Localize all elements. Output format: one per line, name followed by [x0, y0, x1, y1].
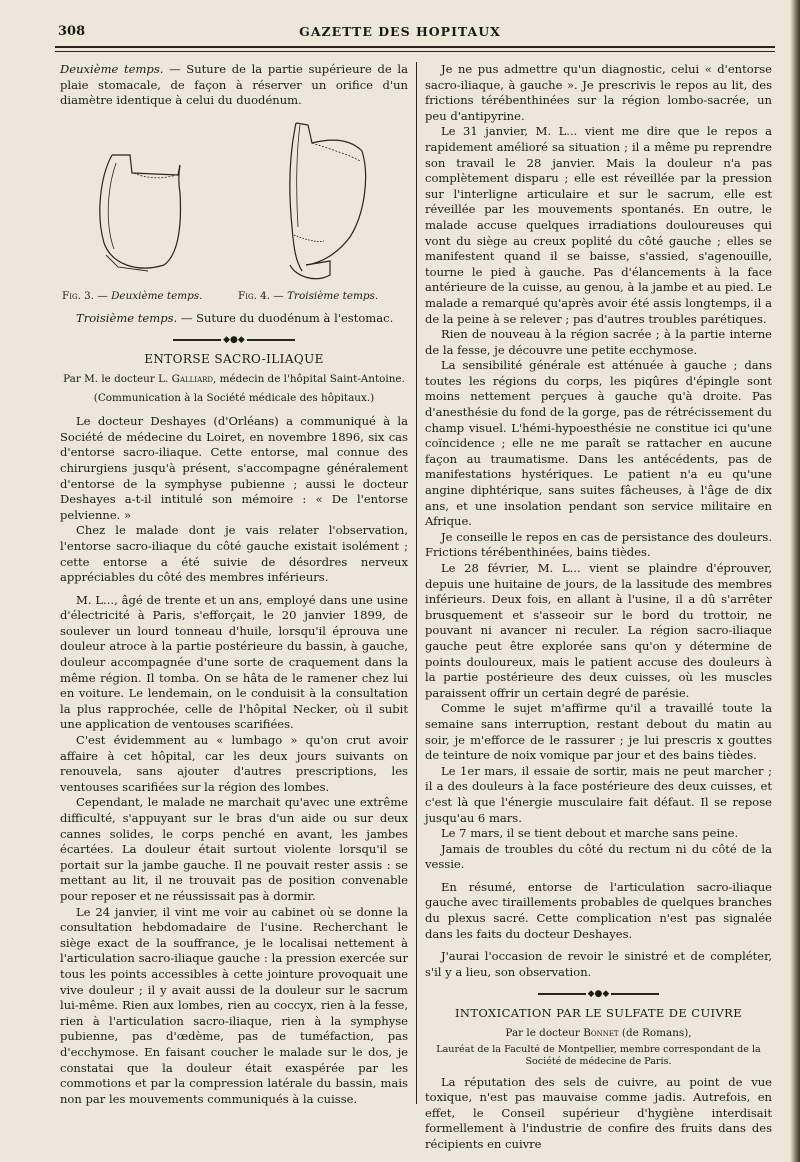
- article1-title: ENTORSE SACRO-ILIAQUE: [144, 352, 324, 367]
- article2-title: INTOXICATION PAR LE SULFATE DE CUIVRE: [454, 1006, 743, 1021]
- fig4-caption: Fig. 4. — Troisième temps.: [238, 289, 379, 302]
- article1-paragraph: M. L..., âgé de trente et un ans, employé dans une usine d'électricité à Paris, s'efforçait, le 20 janvier 1899, de soulever un lourd tonneau d'huile, lorsqu'il éprouva une douleur atroce à la partie postérieure du bassin, à gauche, douleur accompagnée d'une sorte de craquement dans la même région. Il tomba. On se hâta de le ramener chez lui en voiture. Le lendemain, on le conduisit à la consultation la plus rapprochée, celle de l'hôpital Necker, où il subit une application de ventouses scarifiées.: [60, 592, 408, 732]
- article1-closing: J'aurai l'occasion de revoir le sinistré et de compléter, s'il y a lieu, son observation.: [425, 949, 772, 979]
- article1-paragraph: Le 1er mars, il essaie de sortir, mais ne peut marcher ; il a des douleurs à la face postérieure des deux cuisses, et c'est là que l'énergie musculaire fait défaut. Il se repose jusqu'au 6 mars.: [425, 763, 772, 825]
- section-ornament: ◆●◆: [60, 336, 408, 344]
- fig3-drawing: [100, 155, 181, 271]
- article2-author: Bonnet: [583, 1027, 619, 1040]
- article1-paragraph: Chez le malade dont je vais relater l'observation, l'entorse sacro-iliaque du côté gauche existait isolément ; cette entorse a été suivie de désordres nerveux appréciables du côté des membres inférieurs.: [60, 523, 408, 585]
- article1-summary: En résumé, entorse de l'articulation sacro-iliaque gauche avec tiraillements probables de quelques branches du plexus sacré. Cette complication n'est pas signalée dans les faits du docteur Deshayes.: [425, 879, 772, 941]
- left-column: [60, 62, 408, 1107]
- article1-paragraph: C'est évidemment au « lumbago » qu'on crut avoir affaire à cet hôpital, car les deux jours suivants on renouvela, sans ajouter d'autres prescriptions, les ventouses scarifiées sur la région des lombes.: [60, 733, 408, 794]
- column-divider: [416, 62, 417, 1104]
- page-number: 308: [58, 24, 86, 39]
- header-rule-thin: [55, 51, 775, 52]
- step3-text: — Suture du duodénum à l'estomac.: [177, 310, 394, 325]
- article1-paragraph: Je ne pus admettre qu'un diagnostic, celui « d'entorse sacro-iliaque, à gauche ». Je prescrivis le repos au lit, des frictions térébenthinées sur la région lombo-sacrée, un peu d'antipyrine.: [425, 62, 772, 123]
- figures: [60, 115, 408, 307]
- article2-byline: Par le docteur Bonnet (de Romans),: [505, 1027, 692, 1040]
- article2-affiliation: Lauréat de la Faculté de Montpellier, membre correspondant de la Société de médecine de Paris.: [436, 1043, 761, 1068]
- article2-paragraph: La réputation des sels de cuivre, au point de vue toxique, n'est pas mauvaise comme jadis. Autrefois, en effet, le Conseil supérieur d'hygiène interdisait formellement à l'industrie de confire des fruits dans des récipients en cuivre: [425, 1074, 772, 1151]
- article1-byline: Par M. le docteur L. Galliard, médecin de l'hôpital Saint-Antoine.: [63, 372, 405, 385]
- fig4-drawing: [290, 123, 366, 279]
- article1-paragraph: Cependant, le malade ne marchait qu'avec une extrême difficulté, s'appuyant sur le bras d'un aide ou sur deux cannes solides, le corps penché en avant, les jambes écartées. La douleur était surtout violente lorsqu'il se portait sur la jambe gauche. Il ne pouvait rester assis : se mettant au lit, il ne trouvait pas de position convenable pour reposer et ne réussissait pas à dormir.: [60, 795, 408, 903]
- article1-paragraph: Rien de nouveau à la région sacrée ; à la partie interne de la fesse, je découvre une petite ecchymose.: [425, 327, 772, 357]
- article1-paragraph: Le 31 janvier, M. L... vient me dire que le repos a rapidement amélioré sa situation ; il a même pu reprendre son travail le 28 janvier. Mais la douleur n'a pas complètement disparu ; elle est réveillée par la pression sur l'interligne articulaire et sur le sacrum, elle est réveillée par les mouvements spontanés. En outre, le malade accuse quelques irradiations douloureuses qui vont du siège au creux poplité du côté gauche ; elles se manifestent quand il se baisse, s'assied, s'agenouille, tourne le pied à gauche. Pas d'élancements à la face antérieure de la cuisse, au genou, à la jambe et au pied. Le malade a remarqué qu'après avoir été assis longtemps, il a de la peine à se relever ; pas d'autres troubles parétiques.: [425, 124, 772, 326]
- section-ornament: ◆●◆: [425, 990, 772, 998]
- article1-paragraph: Je conseille le repos en cas de persistance des douleurs. Frictions térébenthinées, bains tièdes.: [425, 529, 772, 560]
- article1-paragraph: Le 7 mars, il se tient debout et marche sans peine.: [441, 826, 739, 841]
- step3-paragraph: [60, 311, 408, 327]
- right-column: [425, 62, 772, 1153]
- step3-label: Troisième temps.: [76, 310, 178, 325]
- surgical-illustration: [60, 115, 408, 291]
- step2-paragraph: [60, 62, 408, 109]
- article1-paragraph: Le 28 février, M. L... vient se plaindre d'éprouver, depuis une huitaine de jours, de la lassitude des membres inférieurs. Deux fois, en allant à l'usine, il a dû s'arrêter brusquement et s'asseoir sur le bord du trottoir, ne pouvant ni avancer ni reculer. La région sacro-iliaque gauche peut être explorée sans qu'on y détermine de points douloureux, mais le patient accuse des douleurs à la partie postérieure des deux cuisses, où les muscles paraissent offrir un certain degré de parésie.: [425, 561, 772, 700]
- article1-paragraph: Comme le sujet m'affirme qu'il a travaillé toute la semaine sans interruption, restant debout du matin au soir, je m'efforce de le rassurer ; je lui prescris x gouttes de teinture de noix vomique par jour et des bains tièdes.: [425, 701, 772, 763]
- header-rule: [55, 46, 775, 48]
- journal-title: GAZETTE DES HOPITAUX: [299, 24, 501, 39]
- article1-paragraph: Le docteur Deshayes (d'Orléans) a communiqué à la Société de médecine du Loiret, en novembre 1896, six cas d'entorse sacro-iliaque. Cette entorse, mal connue des chirurgiens jusqu'à présent, s'accompagne généralement d'entorse de la symphyse pubienne ; aussi le docteur Deshayes a-t-il intitulé son mémoire : « De l'entorse pelvienne. »: [60, 414, 408, 522]
- step2-label: Deuxième temps.: [60, 62, 164, 76]
- article1-communication: (Communication à la Société médicale des hôpitaux.): [93, 391, 375, 404]
- article1-paragraph: Le 24 janvier, il vint me voir au cabinet où se donne la consultation hebdomadaire de l'usine. Recherchant le siège exact de la souffrance, je le localisai nettement à l'articulation sacro-iliaque gauche : la pression exercée sur tous les points accessibles à cette jointure provoquait une vive douleur ; il y avait aussi de la douleur sur le sacrum lui-même. Rien aux lombes, rien au coccyx, rien à la fesse, rien à l'articulation sacro-iliaque, rien à la symphyse pubienne, pas d'œdème, pas de tuméfaction, pas d'ecchymose. En faisant coucher le malade sur le dos, je constatai que la douleur était exaspérée par les commotions et par la compression latérale du bassin, mais non par les mouvements communiqués à la cuisse.: [60, 904, 408, 1106]
- step2-text: — Suture de la partie supérieure de la plaie stomacale, de façon à réserver un orifice d'un diamètre identique à celui du duodénum.: [60, 62, 408, 108]
- fig3-caption: Fig. 3. — Deuxième temps.: [62, 289, 203, 302]
- article1-paragraph: La sensibilité générale est atténuée à gauche ; dans toutes les régions du corps, les piqûres d'épingle sont moins nettement perçues à gauche qu'à droite. Pas d'anesthésie du fond de la gorge, pas de rétrécissement du champ visuel. L'hémi-hypoesthésie ne constitue ici qu'une coïncidence ; elle ne me paraît se rattacher en aucune façon au traumatisme. Dans les antécédents, pas de manifestations hystériques. Le patient n'a eu qu'une angine diphtérique, sans suites fâcheuses, à l'âge de dix ans, et une insolation pendant son service militaire en Afrique.: [425, 358, 772, 529]
- article1-author: L. Galliard: [158, 372, 214, 385]
- article1-paragraph: Jamais de troubles du côté du rectum ni du côté de la vessie.: [425, 841, 772, 872]
- page-edge-shadow: [790, 0, 800, 1162]
